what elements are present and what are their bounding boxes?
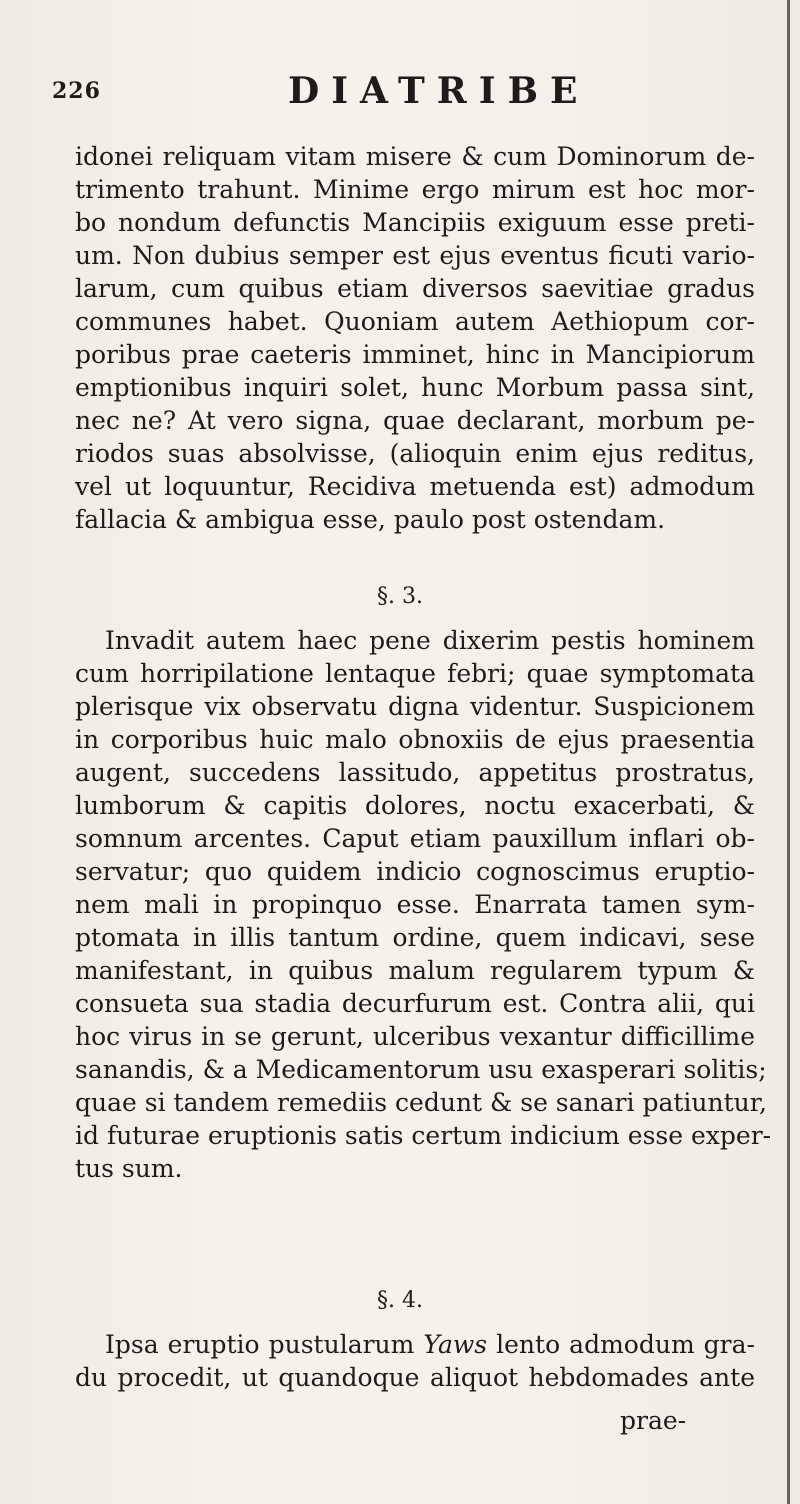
section-heading-3: §. 3. <box>377 584 423 609</box>
text-line: poribus prae caeteris imminet, hinc in Mancipiorum <box>75 340 755 369</box>
text-line: lumborum & capitis dolores, noctu exacerbati, & <box>75 791 755 820</box>
text-line: somnum arcentes. Caput etiam pauxillum inflari ob- <box>75 824 755 853</box>
paragraph-1 <box>75 140 755 536</box>
text-line: idonei reliquam vitam misere & cum Dominorum de- <box>75 142 755 171</box>
text-line: cum horripilatione lentaque febri; quae symptomata <box>75 659 755 688</box>
text-line: sanandis, & a Medicamentorum usu exasperari solitis; <box>75 1055 767 1084</box>
text-line: quae si tandem remediis cedunt & se sanari patiuntur, <box>75 1088 767 1117</box>
text-line: communes habet. Quoniam autem Aethiopum cor- <box>75 307 755 336</box>
text-line: nem mali in propinquo esse. Enarrata tamen sym- <box>75 890 755 919</box>
text-line: consueta sua stadia decurfurum est. Contra alii, qui <box>75 989 755 1018</box>
text-fragment: lento admodum gra- <box>487 1330 755 1359</box>
text-line: servatur; quo quidem indicio cognoscimus eruptio- <box>75 857 755 886</box>
text-fragment: Ipsa eruptio pustularum <box>105 1330 424 1359</box>
text-line: id futurae eruptionis satis certum indicium esse exper- <box>75 1121 772 1150</box>
catchword: prae- <box>620 1406 687 1435</box>
italic-term: Yaws <box>423 1330 488 1359</box>
text-line: emptionibus inquiri solet, hunc Morbum passa sint, <box>75 373 755 402</box>
text-line: augent, succedens lassitudo, appetitus prostratus, <box>75 758 755 787</box>
paragraph-3 <box>75 1328 755 1394</box>
text-line: manifestant, in quibus malum regularem typum & <box>75 956 755 985</box>
text-line: hoc virus in se gerunt, ulceribus vexantur difficillime <box>75 1022 755 1051</box>
text-line: nec ne? At vero signa, quae declarant, morbum pe- <box>75 406 755 435</box>
text-line: plerisque vix observatu digna videntur. Suspicionem <box>75 692 755 721</box>
section-heading-4: §. 4. <box>377 1288 423 1313</box>
text-line: fallacia & ambigua esse, paulo post ostendam. <box>75 505 666 534</box>
running-head-title: DIATRIBE <box>288 70 590 112</box>
text-line: trimento trahunt. Minime ergo mirum est hoc mor- <box>75 175 755 204</box>
text-line: ptomata in illis tantum ordine, quem indicavi, sese <box>75 923 755 952</box>
page-number: 226 <box>52 78 101 104</box>
text-line: du procedit, ut quandoque aliquot hebdomades ante <box>75 1363 755 1392</box>
paragraph-2 <box>75 624 772 1185</box>
text-line: tus sum. <box>75 1154 183 1183</box>
text-line: bo nondum defunctis Mancipiis exiguum esse preti- <box>75 208 755 237</box>
page-edge-rule <box>787 0 790 1504</box>
text-line: riodos suas absolvisse, (alioquin enim ejus reditus, <box>75 439 755 468</box>
text-line: in corporibus huic malo obnoxiis de ejus praesentia <box>75 725 755 754</box>
text-line <box>75 1328 755 1361</box>
running-head <box>52 70 752 110</box>
text-line: Invadit autem haec pene dixerim pestis hominem <box>105 626 755 655</box>
text-line: larum, cum quibus etiam diversos saevitiae gradus <box>75 274 755 303</box>
text-line: vel ut loquuntur, Recidiva metuenda est) admodum <box>75 472 755 501</box>
text-line: um. Non dubius semper est ejus eventus ficuti vario- <box>75 241 755 270</box>
